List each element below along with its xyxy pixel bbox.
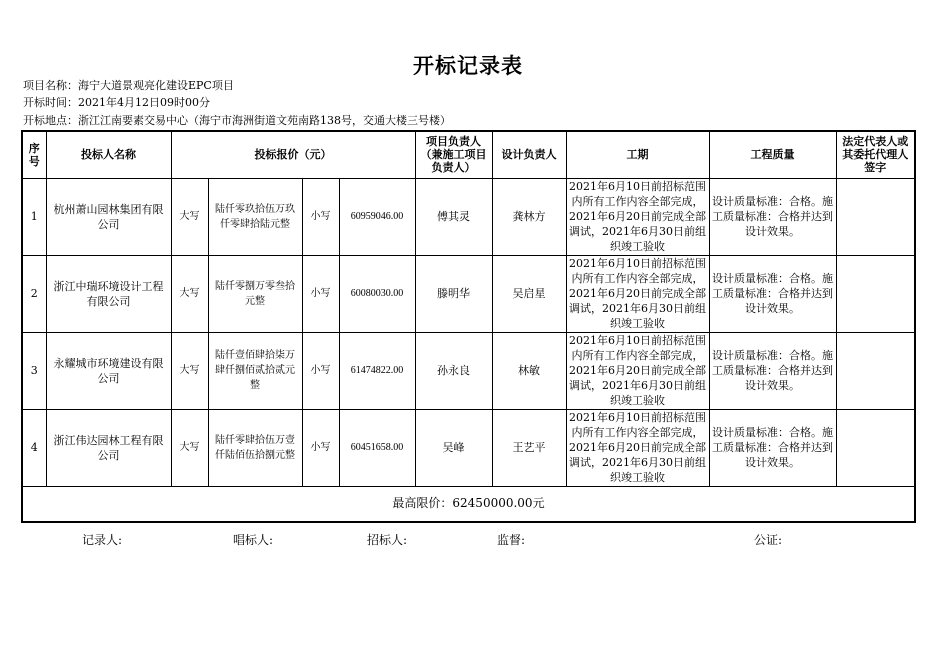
row-bidder: 杭州萧山园林集团有限公司	[46, 178, 171, 255]
header-seq: 序号	[22, 131, 46, 178]
notary-label: 公证:	[754, 533, 783, 547]
table-row	[22, 409, 915, 486]
row-lower-amount: 61474822.00	[339, 332, 415, 409]
table-row	[22, 178, 915, 255]
row-project-lead: 傅其灵	[415, 178, 492, 255]
header-price: 投标报价（元）	[171, 131, 415, 178]
row-upper-label: 大写	[171, 255, 208, 332]
row-lower-amount: 60959046.00	[339, 178, 415, 255]
row-quality: 设计质量标准：合格。施工质量标准：合格并达到设计效果。	[709, 255, 836, 332]
row-upper-amount: 陆仟零玖拾伍万玖仟零肆拾陆元整	[208, 178, 302, 255]
row-signature	[836, 178, 915, 255]
row-quality: 设计质量标准：合格。施工质量标准：合格并达到设计效果。	[709, 332, 836, 409]
header-project-lead: 项目负责人（兼施工项目负责人）	[415, 131, 492, 178]
row-upper-amount: 陆仟壹佰肆拾柒万肆仟捌佰贰拾贰元整	[208, 332, 302, 409]
row-lower-amount: 60080030.00	[339, 255, 415, 332]
header-design-lead: 设计负责人	[492, 131, 566, 178]
row-upper-label: 大写	[171, 409, 208, 486]
max-price-row	[22, 486, 915, 522]
row-bidder: 浙江伟达园林工程有限公司	[46, 409, 171, 486]
supervisor-label: 监督:	[497, 533, 526, 547]
row-period: 2021年6月10日前招标范围内所有工作内容全部完成，2021年6月20日前完成全部调试，2021年6月30日前组织竣工验收	[566, 332, 709, 409]
row-lower-label: 小写	[302, 332, 339, 409]
bid-record-table	[21, 130, 916, 523]
location: 开标地点：浙江江南要素交易中心（海宁市海洲街道文苑南路138号，交通大楼三号楼）	[23, 114, 451, 127]
page-title: 开标记录表	[413, 53, 523, 78]
header-signature: 法定代表人或其委托代理人签字	[836, 131, 915, 178]
row-project-lead: 吴峰	[415, 409, 492, 486]
row-signature	[836, 255, 915, 332]
row-seq: 1	[22, 178, 46, 255]
row-lower-label: 小写	[302, 409, 339, 486]
row-project-lead: 滕明华	[415, 255, 492, 332]
row-upper-label: 大写	[171, 178, 208, 255]
table-row	[22, 255, 915, 332]
header-quality: 工程质量	[709, 131, 836, 178]
row-bidder: 永耀城市环境建设有限公司	[46, 332, 171, 409]
row-period: 2021年6月10日前招标范围内所有工作内容全部完成，2021年6月20日前完成全部调试，2021年6月30日前组织竣工验收	[566, 409, 709, 486]
row-lower-label: 小写	[302, 178, 339, 255]
open-time: 开标时间：2021年4月12日09时00分	[23, 96, 210, 109]
row-seq: 3	[22, 332, 46, 409]
row-upper-amount: 陆仟零肆拾伍万壹仟陆佰伍拾捌元整	[208, 409, 302, 486]
row-quality: 设计质量标准：合格。施工质量标准：合格并达到设计效果。	[709, 409, 836, 486]
row-upper-amount: 陆仟零捌万零叁拾元整	[208, 255, 302, 332]
row-period: 2021年6月10日前招标范围内所有工作内容全部完成，2021年6月20日前完成全部调试，2021年6月30日前组织竣工验收	[566, 255, 709, 332]
row-design-lead: 吴启星	[492, 255, 566, 332]
row-seq: 4	[22, 409, 46, 486]
row-bidder: 浙江中瑞环境设计工程有限公司	[46, 255, 171, 332]
row-project-lead: 孙永良	[415, 332, 492, 409]
announcer-label: 唱标人:	[233, 533, 274, 547]
row-signature	[836, 332, 915, 409]
row-upper-label: 大写	[171, 332, 208, 409]
tenderer-label: 招标人:	[367, 533, 408, 547]
max-price: 最高限价：62450000.00元	[22, 486, 915, 522]
header-period: 工期	[566, 131, 709, 178]
row-lower-amount: 60451658.00	[339, 409, 415, 486]
row-lower-label: 小写	[302, 255, 339, 332]
table-row	[22, 332, 915, 409]
row-signature	[836, 409, 915, 486]
project-name: 项目名称：海宁大道景观亮化建设EPC项目	[23, 79, 234, 92]
row-design-lead: 林敏	[492, 332, 566, 409]
row-design-lead: 龚林方	[492, 178, 566, 255]
row-period: 2021年6月10日前招标范围内所有工作内容全部完成，2021年6月20日前完成全部调试，2021年6月30日前组织竣工验收	[566, 178, 709, 255]
recorder-label: 记录人:	[82, 533, 123, 547]
row-quality: 设计质量标准：合格。施工质量标准：合格并达到设计效果。	[709, 178, 836, 255]
table-header	[22, 131, 915, 178]
row-seq: 2	[22, 255, 46, 332]
row-design-lead: 王艺平	[492, 409, 566, 486]
header-bidder: 投标人名称	[46, 131, 171, 178]
